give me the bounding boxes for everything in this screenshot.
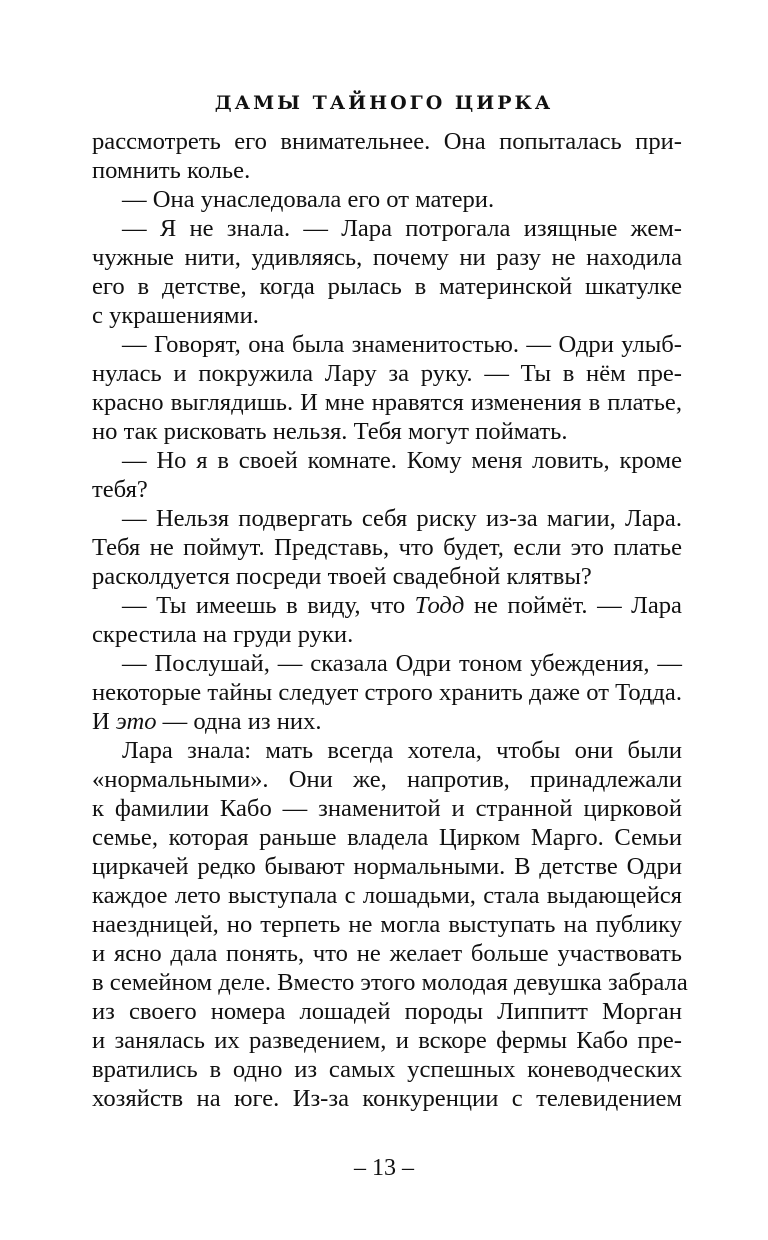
text-line: красно выглядишь. И мне нравятся изменения в платье,	[92, 389, 682, 416]
text-line: чужные нити, удивляясь, почему ни разу не находила	[92, 244, 682, 271]
text-line: — Говорят, она была знаменитостью. — Одри улыб-	[122, 331, 682, 358]
text-line	[92, 707, 682, 736]
page-number: – 13 –	[354, 1155, 414, 1181]
text-line: — Она унаследовала его от матери.	[122, 186, 495, 213]
text-line: рассмотреть его внимательнее. Она попыталась при-	[92, 128, 682, 155]
text-segment: — Ты имеешь в виду, что	[122, 592, 415, 619]
running-title: ДАМЫ ТАЙНОГО ЦИРКА	[214, 92, 554, 114]
text-line: в семейном деле. Вместо этого молодая девушка забрала	[92, 969, 688, 996]
text-line: с украшениями.	[92, 302, 259, 329]
text-line: к фамилии Кабо — знаменитой и странной цирковой	[92, 795, 682, 822]
italic-text: это	[115, 708, 157, 735]
text-segment: — одна из них.	[156, 708, 322, 735]
italic-text: Тодд	[414, 592, 465, 619]
text-line: и ясно дала понять, что не желает больше участвовать	[92, 940, 682, 967]
text-line: помнить колье.	[92, 157, 251, 184]
text-line: — Нельзя подвергать себя риску из-за магии, Лара.	[122, 505, 682, 532]
text-line: наездницей, но терпеть не могла выступать на публику	[92, 911, 682, 938]
text-line: нулась и покружила Лару за руку. — Ты в нём пре-	[92, 360, 682, 387]
text-segment: не поймёт. — Лара	[464, 592, 682, 619]
text-line: некоторые тайны следует строго хранить даже от Тодда.	[92, 679, 682, 706]
text-line: циркачей редко бывают нормальными. В детстве Одри	[92, 853, 682, 880]
text-line: — Я не знала. — Лара потрогала изящные жем-	[122, 215, 682, 242]
text-segment: И	[92, 708, 116, 735]
text-line: «нормальными». Они же, напротив, принадлежали	[92, 766, 682, 793]
text-line: тебя?	[92, 476, 148, 503]
text-line: Тебя не поймут. Представь, что будет, если это платье	[92, 534, 682, 561]
body-text	[92, 127, 688, 1113]
text-line: скрестила на груди руки.	[92, 621, 354, 648]
text-line: Лара знала: мать всегда хотела, чтобы они были	[122, 737, 682, 764]
text-line: хозяйств на юге. Из-за конкуренции с телевидением	[92, 1085, 682, 1112]
text-line	[92, 591, 682, 620]
text-line: его в детстве, когда рылась в материнской шкатулке	[92, 273, 682, 300]
text-line: — Послушай, — сказала Одри тоном убеждения, —	[122, 650, 682, 677]
text-line: каждое лето выступала с лошадьми, стала выдающейся	[92, 882, 682, 909]
text-line: но так рисковать нельзя. Тебя могут поймать.	[92, 418, 568, 445]
text-line: из своего номера лошадей породы Липпитт Морган	[92, 998, 682, 1025]
text-line: расколдуется посреди твоей свадебной клятвы?	[92, 563, 592, 590]
text-line: и занялась их разведением, и вскоре фермы Кабо пре-	[92, 1027, 682, 1054]
text-line: вратились в одно из самых успешных коневодческих	[92, 1056, 682, 1083]
text-line: семье, которая раньше владела Цирком Марго. Семьи	[92, 824, 682, 851]
text-line: — Но я в своей комнате. Кому меня ловить, кроме	[122, 447, 682, 474]
